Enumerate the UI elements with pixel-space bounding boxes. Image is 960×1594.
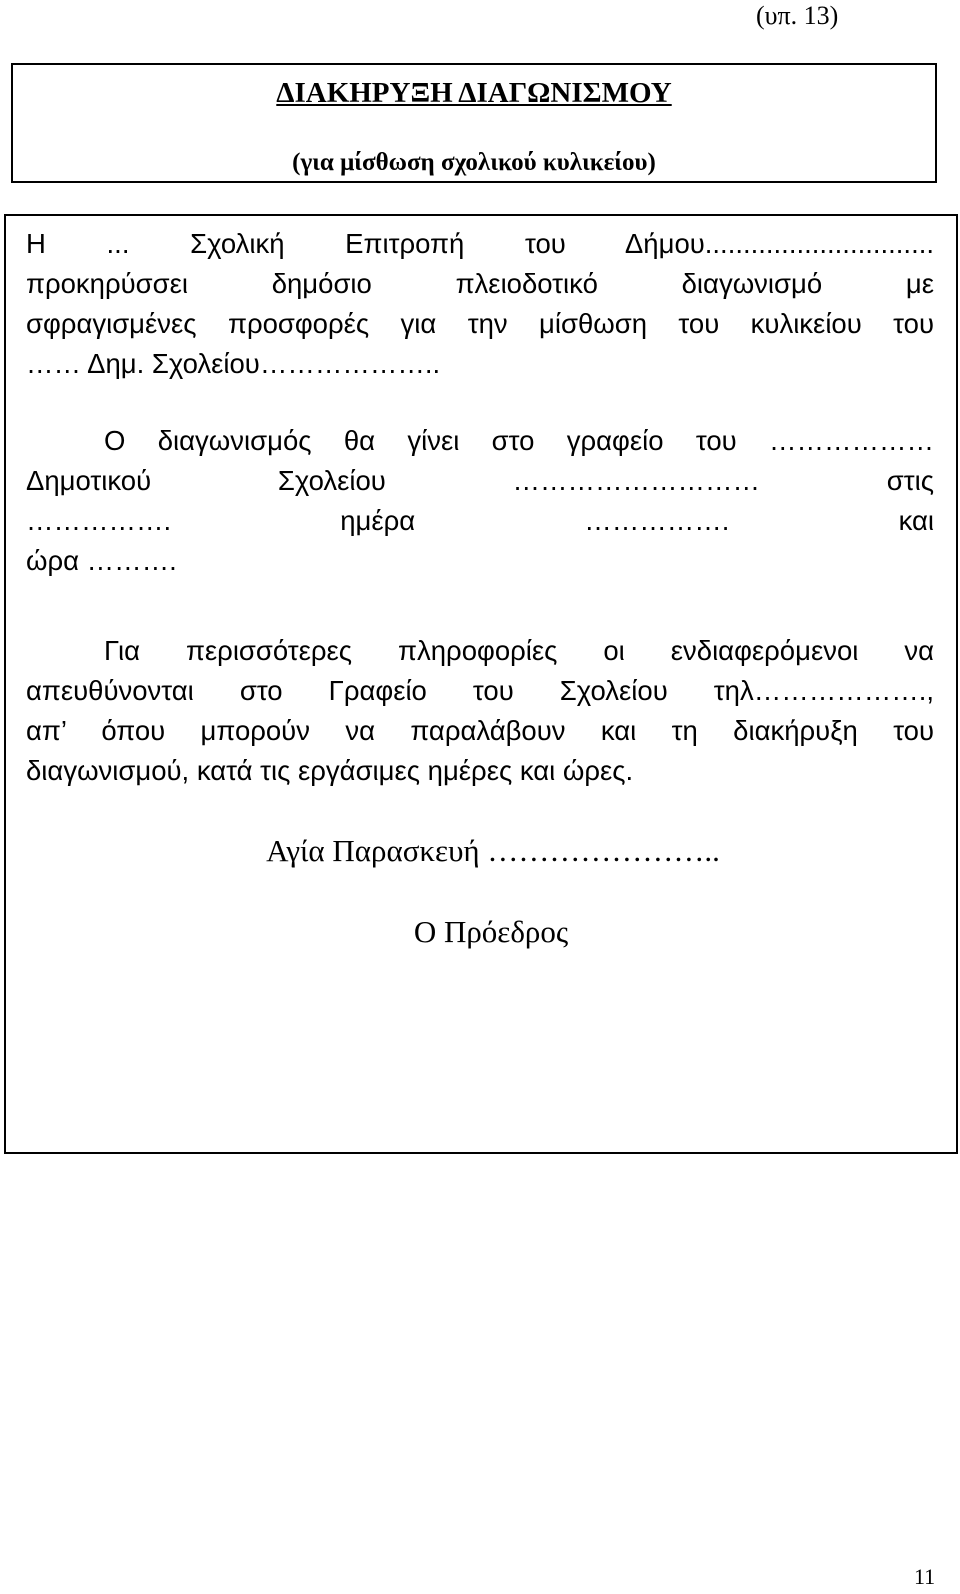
- paragraph-line: ……………. ημέρα ……………. και: [26, 505, 934, 536]
- paragraph-line: διαγωνισμού, κατά τις εργάσιμες ημέρες και ώρες.: [26, 755, 634, 786]
- announcement-body-box: [4, 214, 958, 1154]
- page-number: 11: [914, 1564, 936, 1589]
- paragraph-line: Για περισσότερες πληροφορίες οι ενδιαφερόμενοι να: [104, 635, 934, 666]
- document-title: ΔΙΑΚΗΡΥΞΗ ΔΙΑΓΩΝΙΣΜΟΥ: [276, 77, 672, 109]
- place-date-line: Αγία Παρασκευή …………………..: [266, 833, 720, 868]
- title-box: [11, 63, 937, 183]
- signatory-title: Ο Πρόεδρος: [413, 914, 569, 949]
- paragraph-line: απ’ όπου μπορούν να παραλάβουν και τη διακήρυξη του: [26, 715, 934, 746]
- paragraph-line: Η ... Σχολική Επιτροπή του Δήμου..............................: [26, 228, 934, 259]
- paragraph-information: [26, 631, 934, 791]
- document-subtitle: (για μίσθωση σχολικού κυλικείου): [292, 149, 656, 176]
- paragraph-location: [26, 421, 934, 581]
- annex-reference: (υπ. 13): [756, 1, 839, 30]
- paragraph-line: Ο διαγωνισμός θα γίνει στο γραφείο του ………………: [104, 425, 934, 456]
- paragraph-line: προκηρύσσει δημόσιο πλειοδοτικό διαγωνισμό με: [26, 268, 934, 299]
- paragraph-line: Δημοτικού Σχολείου ……………………… στις: [26, 465, 934, 496]
- paragraph-line: …… Δημ. Σχολείου………………..: [26, 348, 441, 379]
- paragraph-announcement: [26, 224, 934, 384]
- paragraph-line: απευθύνονται στο Γραφείο του Σχολείου τηλ……………….,: [26, 675, 934, 706]
- paragraph-line: ώρα ……….: [26, 545, 177, 576]
- paragraph-line: σφραγισμένες προσφορές για την μίσθωση του κυλικείου του: [26, 308, 934, 339]
